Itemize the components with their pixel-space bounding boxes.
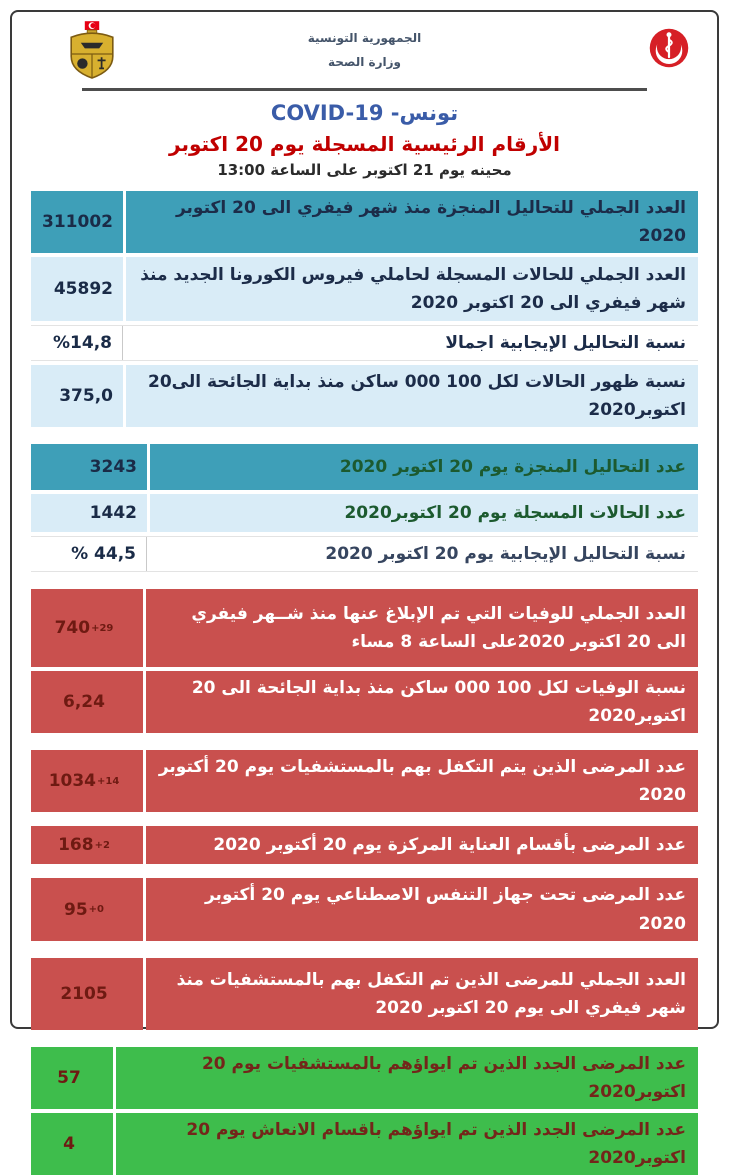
stat-row <box>31 257 698 321</box>
stat-value: 95 +0 <box>31 878 143 940</box>
stat-label: عدد المرضى الجدد الذين تم ايواؤهم بالمستشفيات يوم 20 اكتوبر2020 <box>116 1047 698 1109</box>
stat-value: 4 <box>31 1113 113 1175</box>
document-header <box>12 12 717 84</box>
ministry-line: وزارة الصحة <box>327 55 402 69</box>
stat-row <box>31 589 698 667</box>
stat-label: عدد المرضى الذين يتم التكفل بهم بالمستشفيات يوم 20 أكتوبر 2020 <box>146 750 698 812</box>
stat-row <box>31 826 698 864</box>
stat-value: 3243 <box>31 444 147 490</box>
stat-value: 375,0 <box>31 365 123 427</box>
stat-row <box>31 444 698 490</box>
section-icu-current <box>31 826 698 864</box>
stat-label: نسبة ظهور الحالات لكل 100 000 ساكن منذ بداية الجائحة الى20 اكتوبر2020 <box>126 365 698 427</box>
stat-value: 45892 <box>31 257 123 321</box>
header-divider <box>82 88 647 91</box>
updated-timestamp: محينه يوم 21 اكتوبر على الساعة 13:00 <box>217 161 512 179</box>
daily-delta: +29 <box>91 622 114 634</box>
stat-row <box>31 365 698 427</box>
stat-label: نسبة التحاليل الإيجابية اجمالا <box>126 326 698 360</box>
health-ministry-logo-icon <box>647 26 691 70</box>
section-ventilator-current <box>31 878 698 940</box>
stat-label: نسبة الوفيات لكل 100 000 ساكن منذ بداية الجائحة الى 20 اكتوبر2020 <box>146 671 698 733</box>
statistics-tables <box>12 179 717 1175</box>
daily-delta: +2 <box>94 839 110 851</box>
section-daily-figures <box>31 444 698 572</box>
stat-row <box>31 1113 698 1175</box>
stat-value: 311002 <box>31 191 123 253</box>
stat-value: 168 +2 <box>31 826 143 864</box>
stat-value: 57 <box>31 1047 113 1109</box>
section-cumulative-overview <box>31 191 698 427</box>
stat-label: عدد التحاليل المنجزة يوم 20 اكتوبر 2020 <box>150 444 698 490</box>
section-deaths <box>31 589 698 733</box>
stat-label: العدد الجملي للمرضى الذين تم التكفل بهم بالمستشفيات منذ شهر فيفري الى يوم 20 اكتوبر 2020 <box>146 958 698 1030</box>
stat-label: نسبة التحاليل الإيجابية يوم 20 اكتوبر 2020 <box>150 537 698 571</box>
stat-label: عدد المرضى بأقسام العناية المركزة يوم 20 أكتوبر 2020 <box>146 826 698 864</box>
stat-row <box>31 536 698 572</box>
stat-label: عدد المرضى الجدد الذين تم ايواؤهم باقسام الانعاش يوم 20 اكتوبر2020 <box>116 1113 698 1175</box>
stat-row <box>31 191 698 253</box>
daily-delta: +0 <box>88 904 104 916</box>
stat-label: العدد الجملي للحالات المسجلة لحاملي فيروس الكورونا الجديد منذ شهر فيفري الى 20 اكتوبر 2020 <box>126 257 698 321</box>
stat-value: %14,8 <box>31 326 123 360</box>
stat-value: 740 +29 <box>31 589 143 667</box>
stat-value: 6,24 <box>31 671 143 733</box>
government-heading <box>12 26 717 74</box>
stat-row <box>31 325 698 361</box>
stat-row <box>31 958 698 1030</box>
stat-label: عدد الحالات المسجلة يوم 20 اكتوبر2020 <box>150 494 698 532</box>
stat-row <box>31 671 698 733</box>
republic-line: الجمهورية التونسية <box>307 31 422 45</box>
daily-delta: +14 <box>97 775 120 787</box>
stat-value: 1442 <box>31 494 147 532</box>
bulletin-page <box>10 10 719 1168</box>
stat-label: العدد الجملي للوفيات التي تم الإبلاغ عنها منذ شــهر فيفري الى 20 اكتوبر 2020على الساعة 8 مساء <box>146 589 698 667</box>
stat-row <box>31 878 698 940</box>
stat-label: العدد الجملي للتحاليل المنجزة منذ شهر فيفري الى 20 اكتوبر 2020 <box>126 191 698 253</box>
stat-row <box>31 750 698 812</box>
stat-row <box>31 1047 698 1109</box>
stat-value: % 44,5 <box>31 537 147 571</box>
main-figures-title: الأرقام الرئيسية المسجلة يوم 20 اكتوبر <box>169 132 560 156</box>
section-new-admissions <box>31 1047 698 1175</box>
stat-row <box>31 494 698 532</box>
covid-title: تونس- COVID-19 <box>270 101 459 125</box>
stat-value: 2105 <box>31 958 143 1030</box>
section-hospitalized-current <box>31 750 698 812</box>
stat-value: 1034 +14 <box>31 750 143 812</box>
section-hospitalized-cumulative <box>31 958 698 1030</box>
stat-label: عدد المرضى تحت جهاز التنفس الاصطناعي يوم 20 أكتوبر 2020 <box>146 878 698 940</box>
